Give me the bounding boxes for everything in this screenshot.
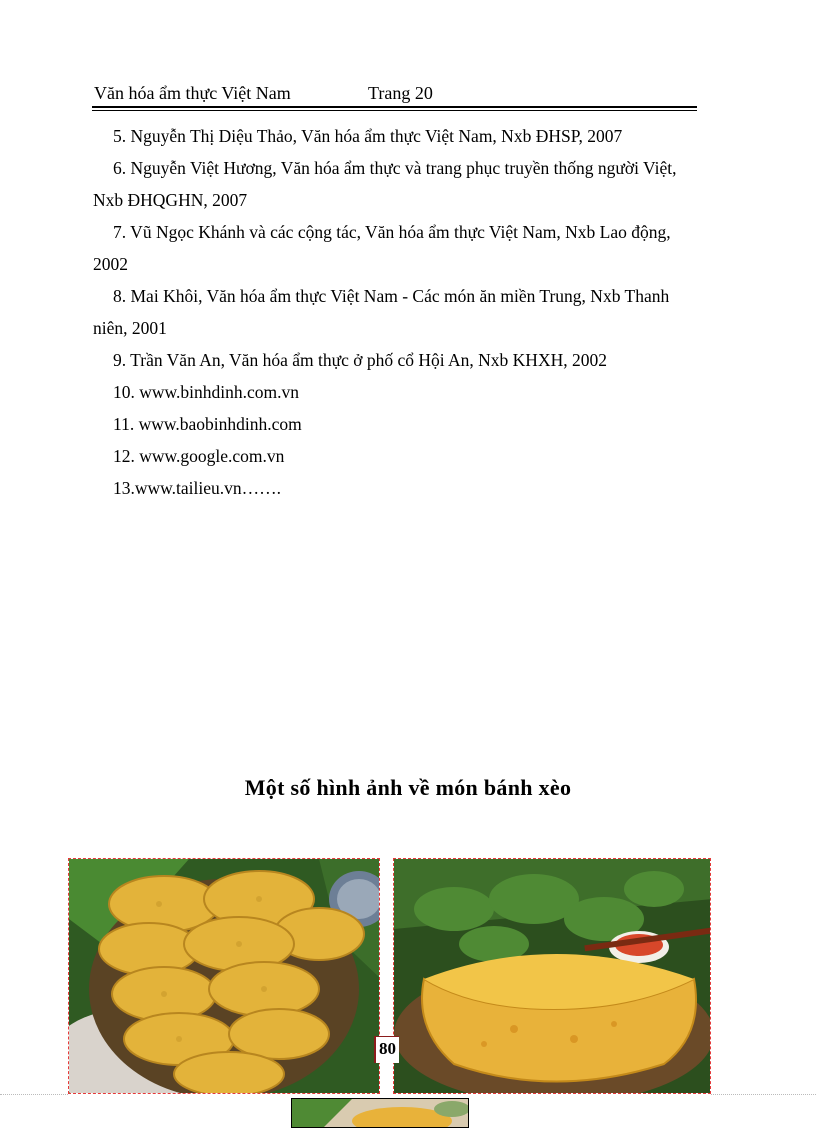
reference-item: 8. Mai Khôi, Văn hóa ẩm thực Việt Nam - Các món ăn miền Trung, Nxb Thanh niên, 2001 <box>93 286 670 338</box>
page-header <box>92 83 696 107</box>
reference-list <box>93 120 703 504</box>
banh-xeo-herbs-image <box>394 859 711 1094</box>
bottom-dotted-line-left <box>0 1094 68 1095</box>
banh-xeo-partial-image <box>292 1099 469 1128</box>
bottom-dotted-line-right <box>711 1094 816 1095</box>
reference-item: 12. www.google.com.vn <box>113 446 285 466</box>
reference-item: 9. Trần Văn An, Văn hóa ẩm thực ở phố cổ Hội An, Nxb KHXH, 2002 <box>113 350 607 370</box>
banh-xeo-photo-partial <box>291 1098 469 1128</box>
page-number-fragment: 80 <box>374 1036 399 1063</box>
reference-item: 10. www.binhdinh.com.vn <box>113 382 300 402</box>
reference-item: 6. Nguyễn Việt Hương, Văn hóa ẩm thực và trang phục truyền thống người Việt, Nxb ĐHQGHN, 2007 <box>93 158 677 210</box>
banh-xeo-stack-image <box>69 859 380 1094</box>
header-page-label: Trang 20 <box>368 83 433 103</box>
reference-item: 11. www.baobinhdinh.com <box>113 414 302 434</box>
section-heading: Một số hình ảnh về món bánh xèo <box>244 775 572 800</box>
header-rule-thick <box>92 106 697 108</box>
reference-item: 5. Nguyễn Thị Diệu Thảo, Văn hóa ẩm thực Việt Nam, Nxb ĐHSP, 2007 <box>113 126 623 146</box>
banh-xeo-photo-stack <box>68 858 380 1094</box>
banh-xeo-photo-herbs <box>393 858 711 1094</box>
reference-item: 7. Vũ Ngọc Khánh và các cộng tác, Văn hóa ẩm thực Việt Nam, Nxb Lao động, 2002 <box>93 222 671 274</box>
reference-item: 13.www.tailieu.vn……. <box>113 478 282 498</box>
header-title: Văn hóa ẩm thực Việt Nam <box>94 83 291 103</box>
header-rule-thin <box>92 110 697 111</box>
